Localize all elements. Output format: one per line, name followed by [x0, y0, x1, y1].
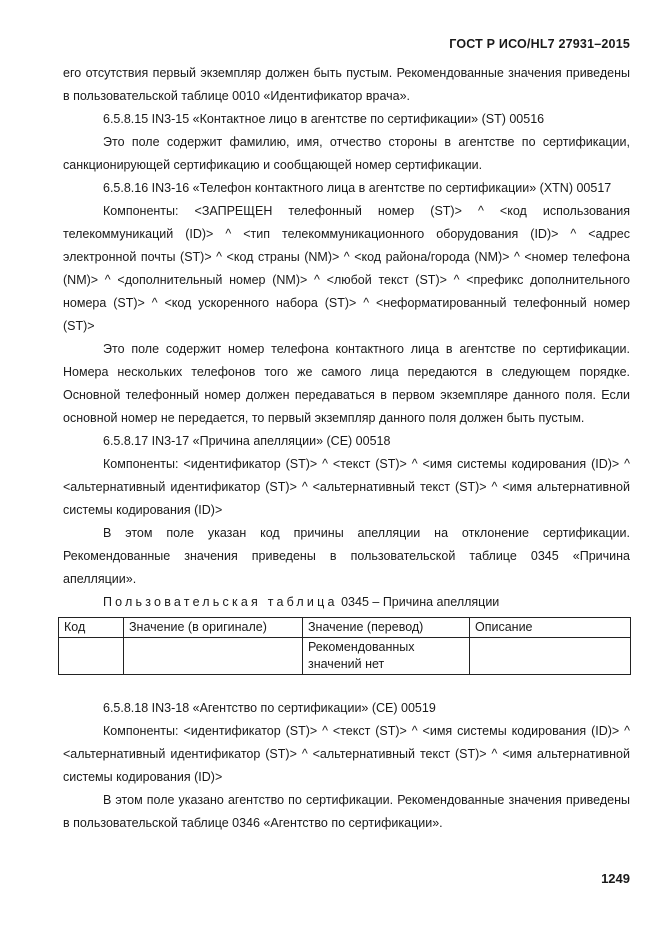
header-cell-translation: Значение (перевод) [303, 618, 470, 638]
table-caption [63, 591, 630, 614]
table-row [59, 638, 631, 675]
user-table-0345 [58, 617, 631, 675]
section-heading-in3-15: 6.5.8.15 IN3-15 «Контактное лицо в агентстве по сертификации» (ST) 00516 [103, 112, 545, 126]
spacer [63, 675, 630, 697]
paragraph: Это поле содержит номер телефона контактного лица в агентстве по сертификации. Номера нескольких телефонов того же самого лица передаются в следующем порядке. Основной телефонный номер должен передаваться в первом экземпляре данного поля. Если основной номер не передается, то первый экземпляр данного поля должен быть пустым. [63, 342, 630, 425]
paragraph: его отсутствия первый экземпляр должен быть пустым. Рекомендованные значения приведены в пользовательской таблице 0010 «Идентификатор врача». [63, 66, 630, 103]
cell-code [59, 638, 124, 675]
header-cell-original: Значение (в оригинале) [124, 618, 303, 638]
cell-description [470, 638, 631, 675]
section-heading-in3-18: 6.5.8.18 IN3-18 «Агентство по сертификации» (CE) 00519 [103, 701, 436, 715]
paragraph: В этом поле указан код причины апелляции на отклонение сертификации. Рекомендованные значения приведены в пользовательской таблице 0345 «Причина апелляции». [63, 526, 630, 586]
header-cell-code: Код [59, 618, 124, 638]
standard-header: ГОСТ Р ИСО/HL7 27931–2015 [449, 37, 630, 51]
paragraph: В этом поле указано агентство по сертификации. Рекомендованные значения приведены в пользовательской таблице 0346 «Агентство по сертификации». [63, 793, 630, 830]
table-caption-title: 0345 – Причина апелляции [341, 595, 500, 609]
header-cell-description: Описание [470, 618, 631, 638]
cell-translation: Рекомендованных значений нет [303, 638, 470, 675]
table-header-row [59, 618, 631, 638]
section-heading-in3-17: 6.5.8.17 IN3-17 «Причина апелляции» (CE) 00518 [103, 434, 391, 448]
components-paragraph: Компоненты: <идентификатор (ST)> ^ <текст (ST)> ^ <имя системы кодирования (ID)> ^ <альтернативный идентификатор (ST)> ^ <альтернативный текст (ST)> ^ <имя альтернативной системы кодирования (ID)> [63, 724, 630, 784]
components-paragraph: Компоненты: <ЗАПРЕЩЕН телефонный номер (ST)> ^ <код использования телекоммуникаций (ID)> ^ <тип телекоммуникационного оборудования (ID)> ^ <адрес электронной почты (ST)> ^ <код страны (NM)> ^ <код района/города (NM)> ^ <номер телефона (NM)> ^ <дополнительный номер (NM)> ^ <любой текст (ST)> ^ <префикс дополнительного номера (ST)> ^ <код ускоренного набора (ST)> ^ <неформатированный телефонный номер (ST)> [63, 204, 630, 333]
paragraph: Это поле содержит фамилию, имя, отчество стороны в агентстве по сертификации, санкционирующей сертификацию и сообщающей номер сертификации. [63, 135, 630, 172]
components-paragraph: Компоненты: <идентификатор (ST)> ^ <текст (ST)> ^ <имя системы кодирования (ID)> ^ <альтернативный идентификатор (ST)> ^ <альтернативный текст (ST)> ^ <имя альтернативной системы кодирования (ID)> [63, 457, 630, 517]
document-body [63, 62, 630, 835]
section-heading-in3-16: 6.5.8.16 IN3-16 «Телефон контактного лица в агентстве по сертификации» (XTN) 00517 [103, 181, 612, 195]
page-number: 1249 [601, 871, 630, 886]
cell-original [124, 638, 303, 675]
table-caption-label: Пользовательская таблица [103, 595, 338, 609]
